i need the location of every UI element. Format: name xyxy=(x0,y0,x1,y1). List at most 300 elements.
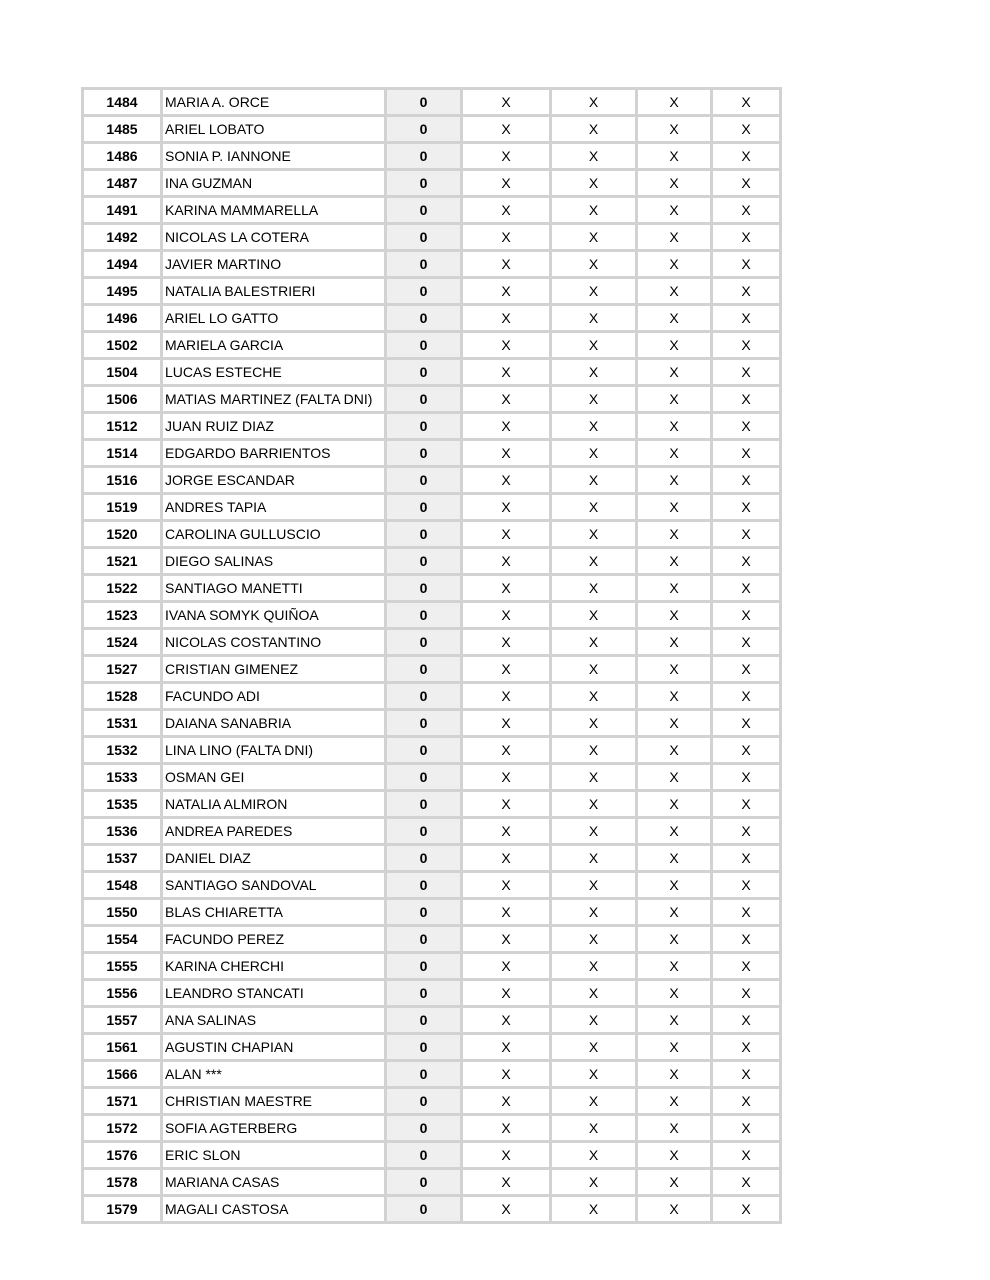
mark-cell: X xyxy=(637,494,712,521)
score-cell: 0 xyxy=(386,494,462,521)
mark-cell: X xyxy=(637,224,712,251)
score-cell: 0 xyxy=(386,413,462,440)
table-row xyxy=(83,386,781,413)
score-cell: 0 xyxy=(386,521,462,548)
mark-cell: X xyxy=(462,710,551,737)
mark-cell: X xyxy=(462,143,551,170)
mark-cell: X xyxy=(551,332,637,359)
mark-cell: X xyxy=(551,1007,637,1034)
mark-cell: X xyxy=(637,656,712,683)
mark-cell: X xyxy=(462,359,551,386)
id-cell: 1484 xyxy=(83,89,162,116)
name-cell: OSMAN GEI xyxy=(162,764,386,791)
mark-cell: X xyxy=(637,278,712,305)
table-row xyxy=(83,548,781,575)
mark-cell: X xyxy=(637,251,712,278)
table-row xyxy=(83,602,781,629)
id-cell: 1528 xyxy=(83,683,162,710)
score-cell: 0 xyxy=(386,305,462,332)
score-cell: 0 xyxy=(386,629,462,656)
mark-cell: X xyxy=(462,845,551,872)
name-cell: CHRISTIAN MAESTRE xyxy=(162,1088,386,1115)
mark-cell: X xyxy=(462,1169,551,1196)
table-row xyxy=(83,845,781,872)
table-row xyxy=(83,764,781,791)
table-row xyxy=(83,467,781,494)
mark-cell: X xyxy=(637,197,712,224)
mark-cell: X xyxy=(551,737,637,764)
mark-cell: X xyxy=(637,143,712,170)
table-row xyxy=(83,413,781,440)
table-row xyxy=(83,197,781,224)
score-cell: 0 xyxy=(386,737,462,764)
mark-cell: X xyxy=(712,305,781,332)
name-cell: MATIAS MARTINEZ (FALTA DNI) xyxy=(162,386,386,413)
id-cell: 1536 xyxy=(83,818,162,845)
name-cell: MARIANA CASAS xyxy=(162,1169,386,1196)
mark-cell: X xyxy=(637,1034,712,1061)
mark-cell: X xyxy=(637,980,712,1007)
mark-cell: X xyxy=(712,1034,781,1061)
id-cell: 1514 xyxy=(83,440,162,467)
name-cell: ALAN *** xyxy=(162,1061,386,1088)
id-cell: 1487 xyxy=(83,170,162,197)
score-cell: 0 xyxy=(386,251,462,278)
mark-cell: X xyxy=(551,1061,637,1088)
mark-cell: X xyxy=(637,170,712,197)
mark-cell: X xyxy=(712,845,781,872)
name-cell: JORGE ESCANDAR xyxy=(162,467,386,494)
mark-cell: X xyxy=(551,359,637,386)
id-cell: 1532 xyxy=(83,737,162,764)
name-cell: ANDREA PAREDES xyxy=(162,818,386,845)
mark-cell: X xyxy=(712,143,781,170)
id-cell: 1519 xyxy=(83,494,162,521)
name-cell: BLAS CHIARETTA xyxy=(162,899,386,926)
name-cell: SOFIA AGTERBERG xyxy=(162,1115,386,1142)
mark-cell: X xyxy=(637,467,712,494)
mark-cell: X xyxy=(462,197,551,224)
table-row xyxy=(83,1196,781,1223)
mark-cell: X xyxy=(712,332,781,359)
table-row xyxy=(83,1088,781,1115)
id-cell: 1492 xyxy=(83,224,162,251)
mark-cell: X xyxy=(637,359,712,386)
mark-cell: X xyxy=(462,1034,551,1061)
id-cell: 1550 xyxy=(83,899,162,926)
name-cell: CRISTIAN GIMENEZ xyxy=(162,656,386,683)
id-cell: 1504 xyxy=(83,359,162,386)
mark-cell: X xyxy=(551,656,637,683)
score-cell: 0 xyxy=(386,440,462,467)
mark-cell: X xyxy=(462,926,551,953)
mark-cell: X xyxy=(712,602,781,629)
mark-cell: X xyxy=(551,143,637,170)
score-cell: 0 xyxy=(386,710,462,737)
mark-cell: X xyxy=(462,953,551,980)
name-cell: JUAN RUIZ DIAZ xyxy=(162,413,386,440)
mark-cell: X xyxy=(637,899,712,926)
mark-cell: X xyxy=(637,1088,712,1115)
score-cell: 0 xyxy=(386,143,462,170)
id-cell: 1554 xyxy=(83,926,162,953)
mark-cell: X xyxy=(551,602,637,629)
mark-cell: X xyxy=(712,359,781,386)
mark-cell: X xyxy=(712,953,781,980)
mark-cell: X xyxy=(462,764,551,791)
name-cell: MARIELA GARCIA xyxy=(162,332,386,359)
table-row xyxy=(83,899,781,926)
id-cell: 1571 xyxy=(83,1088,162,1115)
score-cell: 0 xyxy=(386,332,462,359)
name-cell: INA GUZMAN xyxy=(162,170,386,197)
mark-cell: X xyxy=(462,548,551,575)
mark-cell: X xyxy=(462,1088,551,1115)
mark-cell: X xyxy=(637,791,712,818)
mark-cell: X xyxy=(551,440,637,467)
score-cell: 0 xyxy=(386,197,462,224)
name-cell: JAVIER MARTINO xyxy=(162,251,386,278)
score-cell: 0 xyxy=(386,1034,462,1061)
participant-table xyxy=(81,87,782,1224)
mark-cell: X xyxy=(637,953,712,980)
mark-cell: X xyxy=(462,575,551,602)
score-cell: 0 xyxy=(386,1142,462,1169)
table-row xyxy=(83,332,781,359)
mark-cell: X xyxy=(637,386,712,413)
mark-cell: X xyxy=(551,197,637,224)
mark-cell: X xyxy=(712,737,781,764)
table-row xyxy=(83,683,781,710)
id-cell: 1502 xyxy=(83,332,162,359)
table-row xyxy=(83,575,781,602)
score-cell: 0 xyxy=(386,278,462,305)
table-row xyxy=(83,359,781,386)
mark-cell: X xyxy=(551,1142,637,1169)
table-row xyxy=(83,440,781,467)
name-cell: DANIEL DIAZ xyxy=(162,845,386,872)
mark-cell: X xyxy=(637,332,712,359)
mark-cell: X xyxy=(551,170,637,197)
mark-cell: X xyxy=(551,521,637,548)
mark-cell: X xyxy=(712,899,781,926)
mark-cell: X xyxy=(551,575,637,602)
score-cell: 0 xyxy=(386,1007,462,1034)
mark-cell: X xyxy=(712,575,781,602)
score-cell: 0 xyxy=(386,386,462,413)
mark-cell: X xyxy=(712,818,781,845)
mark-cell: X xyxy=(712,764,781,791)
score-cell: 0 xyxy=(386,116,462,143)
mark-cell: X xyxy=(462,251,551,278)
mark-cell: X xyxy=(462,872,551,899)
mark-cell: X xyxy=(712,170,781,197)
mark-cell: X xyxy=(551,818,637,845)
score-cell: 0 xyxy=(386,872,462,899)
table-row xyxy=(83,1169,781,1196)
id-cell: 1521 xyxy=(83,548,162,575)
mark-cell: X xyxy=(551,1034,637,1061)
score-cell: 0 xyxy=(386,170,462,197)
mark-cell: X xyxy=(637,1115,712,1142)
id-cell: 1520 xyxy=(83,521,162,548)
mark-cell: X xyxy=(712,89,781,116)
name-cell: MARIA A. ORCE xyxy=(162,89,386,116)
name-cell: EDGARDO BARRIENTOS xyxy=(162,440,386,467)
mark-cell: X xyxy=(462,737,551,764)
mark-cell: X xyxy=(551,764,637,791)
mark-cell: X xyxy=(712,1115,781,1142)
score-cell: 0 xyxy=(386,791,462,818)
mark-cell: X xyxy=(637,845,712,872)
mark-cell: X xyxy=(637,926,712,953)
score-cell: 0 xyxy=(386,980,462,1007)
mark-cell: X xyxy=(462,656,551,683)
mark-cell: X xyxy=(637,1061,712,1088)
mark-cell: X xyxy=(551,278,637,305)
mark-cell: X xyxy=(551,710,637,737)
table-row xyxy=(83,278,781,305)
mark-cell: X xyxy=(462,1142,551,1169)
id-cell: 1512 xyxy=(83,413,162,440)
mark-cell: X xyxy=(551,1115,637,1142)
score-cell: 0 xyxy=(386,467,462,494)
id-cell: 1527 xyxy=(83,656,162,683)
mark-cell: X xyxy=(637,683,712,710)
id-cell: 1506 xyxy=(83,386,162,413)
table-row xyxy=(83,251,781,278)
table-row xyxy=(83,1142,781,1169)
score-cell: 0 xyxy=(386,224,462,251)
id-cell: 1548 xyxy=(83,872,162,899)
name-cell: LEANDRO STANCATI xyxy=(162,980,386,1007)
name-cell: ARIEL LOBATO xyxy=(162,116,386,143)
table-row xyxy=(83,143,781,170)
mark-cell: X xyxy=(462,170,551,197)
id-cell: 1485 xyxy=(83,116,162,143)
mark-cell: X xyxy=(637,1196,712,1223)
id-cell: 1576 xyxy=(83,1142,162,1169)
mark-cell: X xyxy=(712,710,781,737)
mark-cell: X xyxy=(637,764,712,791)
mark-cell: X xyxy=(551,386,637,413)
participant-table-body xyxy=(83,89,781,1223)
name-cell: LINA LINO (FALTA DNI) xyxy=(162,737,386,764)
score-cell: 0 xyxy=(386,656,462,683)
mark-cell: X xyxy=(637,872,712,899)
score-cell: 0 xyxy=(386,818,462,845)
mark-cell: X xyxy=(551,845,637,872)
name-cell: LUCAS ESTECHE xyxy=(162,359,386,386)
mark-cell: X xyxy=(712,629,781,656)
mark-cell: X xyxy=(712,197,781,224)
table-row xyxy=(83,953,781,980)
id-cell: 1522 xyxy=(83,575,162,602)
id-cell: 1494 xyxy=(83,251,162,278)
name-cell: IVANA SOMYK QUIÑOA xyxy=(162,602,386,629)
id-cell: 1555 xyxy=(83,953,162,980)
table-row xyxy=(83,305,781,332)
id-cell: 1537 xyxy=(83,845,162,872)
name-cell: CAROLINA GULLUSCIO xyxy=(162,521,386,548)
mark-cell: X xyxy=(551,1169,637,1196)
name-cell: DIEGO SALINAS xyxy=(162,548,386,575)
mark-cell: X xyxy=(637,413,712,440)
table-row xyxy=(83,1115,781,1142)
mark-cell: X xyxy=(551,116,637,143)
mark-cell: X xyxy=(462,224,551,251)
table-row xyxy=(83,1061,781,1088)
mark-cell: X xyxy=(551,1088,637,1115)
name-cell: NATALIA BALESTRIERI xyxy=(162,278,386,305)
mark-cell: X xyxy=(712,791,781,818)
mark-cell: X xyxy=(712,683,781,710)
mark-cell: X xyxy=(637,89,712,116)
table-row xyxy=(83,872,781,899)
mark-cell: X xyxy=(637,818,712,845)
table-row xyxy=(83,980,781,1007)
mark-cell: X xyxy=(637,1007,712,1034)
mark-cell: X xyxy=(712,872,781,899)
mark-cell: X xyxy=(712,1007,781,1034)
mark-cell: X xyxy=(637,440,712,467)
name-cell: FACUNDO PEREZ xyxy=(162,926,386,953)
mark-cell: X xyxy=(712,656,781,683)
mark-cell: X xyxy=(637,521,712,548)
mark-cell: X xyxy=(712,440,781,467)
score-cell: 0 xyxy=(386,602,462,629)
table-row xyxy=(83,629,781,656)
mark-cell: X xyxy=(551,953,637,980)
mark-cell: X xyxy=(551,467,637,494)
mark-cell: X xyxy=(637,737,712,764)
mark-cell: X xyxy=(462,1196,551,1223)
mark-cell: X xyxy=(462,305,551,332)
name-cell: DAIANA SANABRIA xyxy=(162,710,386,737)
mark-cell: X xyxy=(551,899,637,926)
mark-cell: X xyxy=(712,251,781,278)
id-cell: 1516 xyxy=(83,467,162,494)
mark-cell: X xyxy=(712,1196,781,1223)
score-cell: 0 xyxy=(386,1169,462,1196)
table-row xyxy=(83,737,781,764)
id-cell: 1491 xyxy=(83,197,162,224)
mark-cell: X xyxy=(712,386,781,413)
table-row xyxy=(83,170,781,197)
mark-cell: X xyxy=(712,521,781,548)
mark-cell: X xyxy=(637,116,712,143)
id-cell: 1566 xyxy=(83,1061,162,1088)
mark-cell: X xyxy=(551,1196,637,1223)
name-cell: KARINA MAMMARELLA xyxy=(162,197,386,224)
name-cell: NATALIA ALMIRON xyxy=(162,791,386,818)
mark-cell: X xyxy=(712,1169,781,1196)
table-row xyxy=(83,521,781,548)
mark-cell: X xyxy=(462,818,551,845)
mark-cell: X xyxy=(551,872,637,899)
id-cell: 1533 xyxy=(83,764,162,791)
score-cell: 0 xyxy=(386,953,462,980)
mark-cell: X xyxy=(637,1142,712,1169)
mark-cell: X xyxy=(462,467,551,494)
score-cell: 0 xyxy=(386,764,462,791)
mark-cell: X xyxy=(637,710,712,737)
table-row xyxy=(83,791,781,818)
name-cell: SANTIAGO SANDOVAL xyxy=(162,872,386,899)
mark-cell: X xyxy=(462,413,551,440)
name-cell: ANDRES TAPIA xyxy=(162,494,386,521)
mark-cell: X xyxy=(551,89,637,116)
name-cell: KARINA CHERCHI xyxy=(162,953,386,980)
mark-cell: X xyxy=(551,494,637,521)
score-cell: 0 xyxy=(386,89,462,116)
mark-cell: X xyxy=(462,791,551,818)
id-cell: 1556 xyxy=(83,980,162,1007)
score-cell: 0 xyxy=(386,1115,462,1142)
id-cell: 1495 xyxy=(83,278,162,305)
name-cell: FACUNDO ADI xyxy=(162,683,386,710)
mark-cell: X xyxy=(462,980,551,1007)
id-cell: 1579 xyxy=(83,1196,162,1223)
mark-cell: X xyxy=(462,116,551,143)
mark-cell: X xyxy=(551,980,637,1007)
table-row xyxy=(83,494,781,521)
table-row xyxy=(83,926,781,953)
mark-cell: X xyxy=(712,278,781,305)
id-cell: 1523 xyxy=(83,602,162,629)
table-row xyxy=(83,224,781,251)
mark-cell: X xyxy=(712,413,781,440)
mark-cell: X xyxy=(712,1061,781,1088)
id-cell: 1561 xyxy=(83,1034,162,1061)
mark-cell: X xyxy=(462,89,551,116)
score-cell: 0 xyxy=(386,1088,462,1115)
table-row xyxy=(83,1034,781,1061)
mark-cell: X xyxy=(712,494,781,521)
mark-cell: X xyxy=(551,548,637,575)
table-row xyxy=(83,116,781,143)
mark-cell: X xyxy=(462,521,551,548)
id-cell: 1557 xyxy=(83,1007,162,1034)
mark-cell: X xyxy=(551,629,637,656)
table-row xyxy=(83,89,781,116)
score-cell: 0 xyxy=(386,683,462,710)
mark-cell: X xyxy=(551,251,637,278)
mark-cell: X xyxy=(551,305,637,332)
name-cell: SANTIAGO MANETTI xyxy=(162,575,386,602)
mark-cell: X xyxy=(712,926,781,953)
id-cell: 1535 xyxy=(83,791,162,818)
mark-cell: X xyxy=(712,1088,781,1115)
mark-cell: X xyxy=(712,980,781,1007)
name-cell: ANA SALINAS xyxy=(162,1007,386,1034)
name-cell: NICOLAS LA COTERA xyxy=(162,224,386,251)
score-cell: 0 xyxy=(386,548,462,575)
mark-cell: X xyxy=(462,683,551,710)
mark-cell: X xyxy=(712,548,781,575)
mark-cell: X xyxy=(462,332,551,359)
score-cell: 0 xyxy=(386,1196,462,1223)
name-cell: AGUSTIN CHAPIAN xyxy=(162,1034,386,1061)
mark-cell: X xyxy=(462,386,551,413)
table-row xyxy=(83,710,781,737)
score-cell: 0 xyxy=(386,845,462,872)
score-cell: 0 xyxy=(386,926,462,953)
score-cell: 0 xyxy=(386,575,462,602)
id-cell: 1578 xyxy=(83,1169,162,1196)
mark-cell: X xyxy=(551,926,637,953)
score-cell: 0 xyxy=(386,359,462,386)
